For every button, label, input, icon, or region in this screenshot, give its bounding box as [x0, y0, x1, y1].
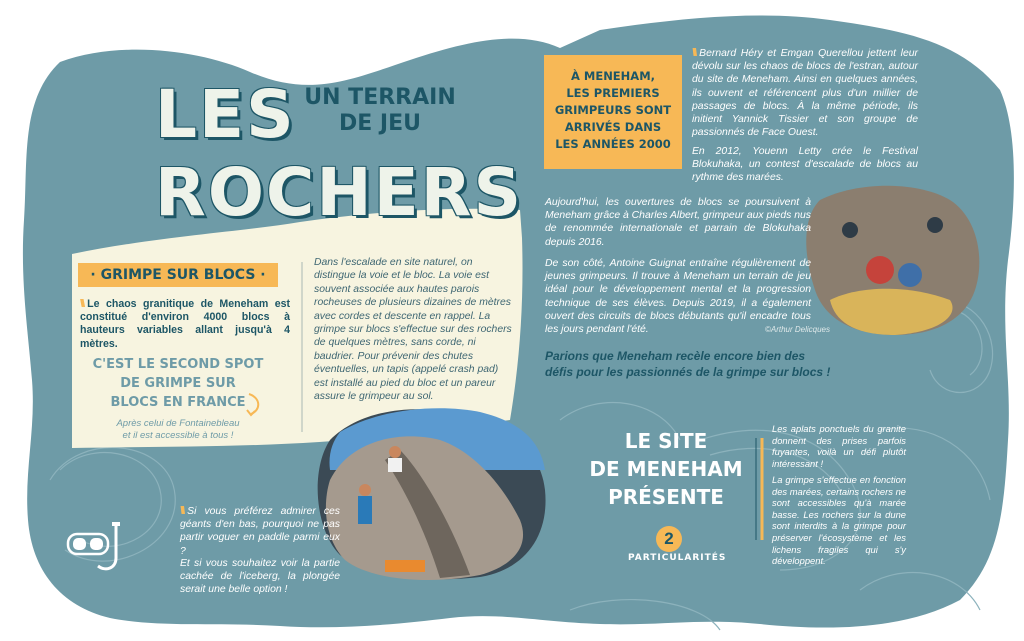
climber-2 [359, 484, 371, 496]
snorkel-mask-icon [64, 520, 132, 576]
title-les: LES [155, 76, 296, 153]
second-spot-line2: DE GRIMPE SUR [120, 376, 236, 391]
iceberg-paragraph: Et si vous souhaitez voir la partie cachée de l'iceberg, la plongée serait une belle option ! [180, 558, 340, 596]
chaos-text: Le chaos granitique de Meneham est constitué d'environ 4000 blocs à hauteurs variables allant jusqu'à 4 mètres. [80, 298, 290, 350]
curved-arrow-icon [243, 392, 265, 418]
badge-label: PARTICULARITÉS [628, 553, 727, 563]
meneham-box-line2: LES PREMIERS [566, 86, 660, 100]
meneham-box-line1: À MENEHAM, [570, 69, 656, 83]
second-spot-line1: C'EST LE SECOND SPOT [92, 357, 264, 372]
photo-group-person-4 [927, 217, 943, 233]
subtitle-line1: UN TERRAIN [304, 85, 456, 110]
second-spot-line3: BLOCS EN FRANCE [110, 395, 246, 410]
climber-1-body [388, 458, 402, 472]
photo-group-person [866, 256, 894, 284]
climber-2-body [358, 496, 372, 524]
photo-group-person-2 [898, 263, 922, 287]
bar-marker-icon: \\\ [180, 505, 184, 517]
site-title-line2: DE MENEHAM [589, 457, 743, 481]
badge-number: 2 [656, 526, 682, 552]
fontainebleau-line2: et il est accessible à tous ! [122, 430, 234, 441]
climber-1 [389, 446, 401, 458]
fontainebleau-line1: Après celui de Fontainebleau [116, 418, 240, 429]
photo-group-person-3 [842, 222, 858, 238]
particularite-2 [772, 474, 906, 567]
site-title-line1: LE SITE [624, 429, 708, 453]
parions-line1: Parions que Meneham recèle encore bien des [545, 349, 806, 363]
photo-credit: ©Arthur Delicques [764, 325, 830, 334]
chaos-paragraph [80, 298, 290, 351]
paddle-paragraph [180, 505, 340, 558]
meneham-box-line5: LES ANNÉES 2000 [555, 137, 671, 151]
crash-pad [385, 560, 425, 572]
escalade-paragraph: Dans l'escalade en site naturel, on distingue la voie et le bloc. La voie est souvent associée aux hautes parois rocheuses de plusieurs dizaines de mètres avec cordes et descente en rappel. La grimpe sur blocs s'effectue sur des rochers de quelques mètres, sans corde, ni baudrier. Pour prévenir des chutes éventuelles, un tapis (appelé crash pad) est installé au pied du bloc et un pareur assure le grimpeur au sol. [314, 257, 512, 403]
title-rochers: ROCHERS [155, 154, 524, 231]
meneham-box-line3: GRIMPEURS SONT [554, 103, 672, 117]
particularite-1 [772, 423, 906, 469]
aujourdhui-paragraph: Aujourd'hui, les ouvertures de blocs se poursuivent à Meneham grâce à Charles Albert, grimpeur aux pieds nus de renommée internationale et parrain de Blokuhaka depuis 2016. [545, 197, 811, 248]
youenn-paragraph: En 2012, Youenn Letty crée le Festival Blokuhaka, un contest d'escalade de blocs au rythme des marées. [692, 146, 918, 184]
bar-marker-icon: \\\ [80, 298, 84, 310]
antoine-paragraph: De son côté, Antoine Guignat entraîne régulièrement de jeunes grimpeurs. Il trouve à Meneham un terrain de jeu idéal pour le développement mental et la progression technique de ses élèves. Depuis 2019, il a également ouvert des circuits de blocs débutants qu'il encadre tous les jours pendant l'été. [545, 258, 811, 336]
bernard-paragraph [692, 47, 918, 139]
meneham-box-line4: ARRIVÉS DANS [564, 120, 662, 134]
paddle-text: Si vous préférez admirer ces géants d'en bas, pourquoi ne pas partir voguer en paddle parmi eux ? [180, 506, 340, 557]
subtitle-line2: DE JEU [338, 111, 422, 136]
bernard-text: Bernard Héry et Emgan Querellou jettent leur dévolu sur les chaos de blocs de l'estran, autour du site de Meneham. Ainsi en quelques années, ils ouvrent et référencent plus d'un millier de passages de blocs. À la même période, ils initient Yannick Tissier et son groupe de passionnés de Face Ouest. [692, 48, 918, 139]
parions-line2: défis pour les passionnés de la grimpe sur blocs ! [545, 365, 831, 379]
meneham-box [544, 55, 682, 169]
site-title-line3: PRÉSENTE [608, 485, 724, 509]
grimpe-label: · GRIMPE SUR BLOCS · [78, 263, 278, 287]
bar-marker-icon: \\\ [692, 47, 696, 59]
particularite-1-text: Les aplats ponctuels du granite donnent des prises parfois fuyantes, voilà un défi plutôt intéressant ! [772, 423, 906, 469]
particularite-2-text: La grimpe s'effectue en fonction des marées, certains rochers ne sont accessibles qu'à marée basse. Les rochers sur la dune sont interdits à la grimpe pour préserver l'écosystème et les lichens fragiles qui s'y développent. [772, 474, 906, 567]
